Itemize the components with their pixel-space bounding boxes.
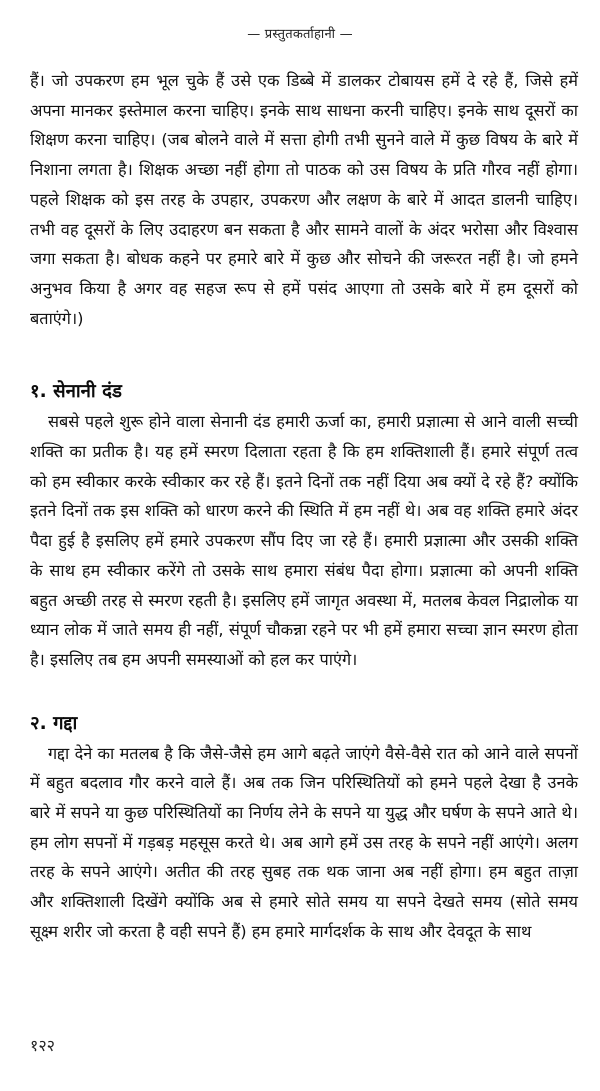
section-paragraph-gadda: गद्दा देने का मतलब है कि जैसे-जैसे हम आगे बढ़ते जाएंगे वैसे-वैसे रात को आने वाले सपनों में बहुत बदलाव गौर करने वाले हैं। अब तक जिन परिस्थितियों को हमने पहले देखा है उनके बारे में सपने या कुछ परिस्थितियों का निर्णय लेने के सपने या युद्ध और घर्षण के सपने आते थे। हम लोग सपनों में गड़बड़ महसूस करते थे। अब आगे हमें उस तरह के सपने नहीं आएंगे। अलग तरह के सपने आएंगे। अतीत की तरह सुबह तक थक जाना अब नहीं होगा। हम बहुत ताज़ा और शक्तिशाली दिखेंगे क्योंकि अब से हमारे सोते समय या सपने देखते समय (सोते समय सूक्ष्म शरीर जो करता है वही सपने हैं) हम हमारे मार्गदर्शक के साथ और देवदूत के साथ [30,743,578,941]
section-paragraph-senani-dand: सबसे पहले शुरू होने वाला सेनानी दंड हमारी ऊर्जा का, हमारी प्रज्ञात्मा से आने वाली सच्ची शक्ति का प्रतीक है। यह हमें स्मरण दिलाता रहता है कि हम शक्तिशाली हैं। हमारे संपूर्ण तत्व को हम स्वीकार करके स्वीकार कर रहे हैं। इतने दिनों तक नहीं दिया अब क्यों दे रहे हैं? क्योंकि इतने दिनों तक इस शक्ति को धारण करने की स्थिति में हम नहीं थे। अब वह शक्ति हमारे अंदर पैदा हुई है इसलिए हमें हमारे उपकरण सौंप दिए जा रहे हैं। हमारी प्रज्ञात्मा और उसकी शक्ति के साथ हम स्वीकार करेंगे तो उसके साथ हमारा संबंध पैदा होगा। प्रज्ञात्मा को अपनी शक्ति बहुत अच्छी तरह से स्मरण रहती है। इसलिए हमें जागृत अवस्था में, मतलब केवल निद्रालोक या ध्यान लोक में जाते समय ही नहीं, संपूर्ण चौकन्ना रहने पर भी हमें हमारा सच्चा ज्ञान स्मरण होता है। इसलिए तब हम अपनी समस्याओं को हल कर पाएंगे। [30,412,578,669]
running-header: — प्रस्तुतकर्ताहानी — [247,27,353,42]
page-body [30,66,578,947]
page-number: १२२ [30,1036,55,1055]
section-heading-senani-dand: १. सेनानी दंड [30,381,122,403]
section-heading-gadda: २. गद्दा [30,712,78,734]
intro-paragraph: हैं। जो उपकरण हम भूल चुके हैं उसे एक डिब्बे में डालकर टोबायस हमें दे रहे हैं, जिसे हमें अपना मानकर इस्तेमाल करना चाहिए। इनके साथ साधना करनी चाहिए। इनके साथ दूसरों का शिक्षण करना चाहिए। (जब बोलने वाले में सत्ता होगी तभी सुनने वाले में कुछ विषय के बारे में निशाना लगता है। शिक्षक अच्छा नहीं होगा तो पाठक को उस विषय के प्रति गौरव नहीं होगा। पहले शिक्षक को इस तरह के उपहार, उपकरण और लक्षण के बारे में आदत डालनी चाहिए। तभी वह दूसरों के लिए उदाहरण बन सकता है और सामने वालों के अंदर भरोसा और विश्वास जगा सकता है। बोधक कहने पर हमारे बारे में कुछ और सोचने की जरूरत नहीं है। जो हमने अनुभव किया है अगर वह सहज रूप से हमें पसंद आएगा तो उसके बारे में हम दूसरों को बताएंगे।) [30,71,578,328]
